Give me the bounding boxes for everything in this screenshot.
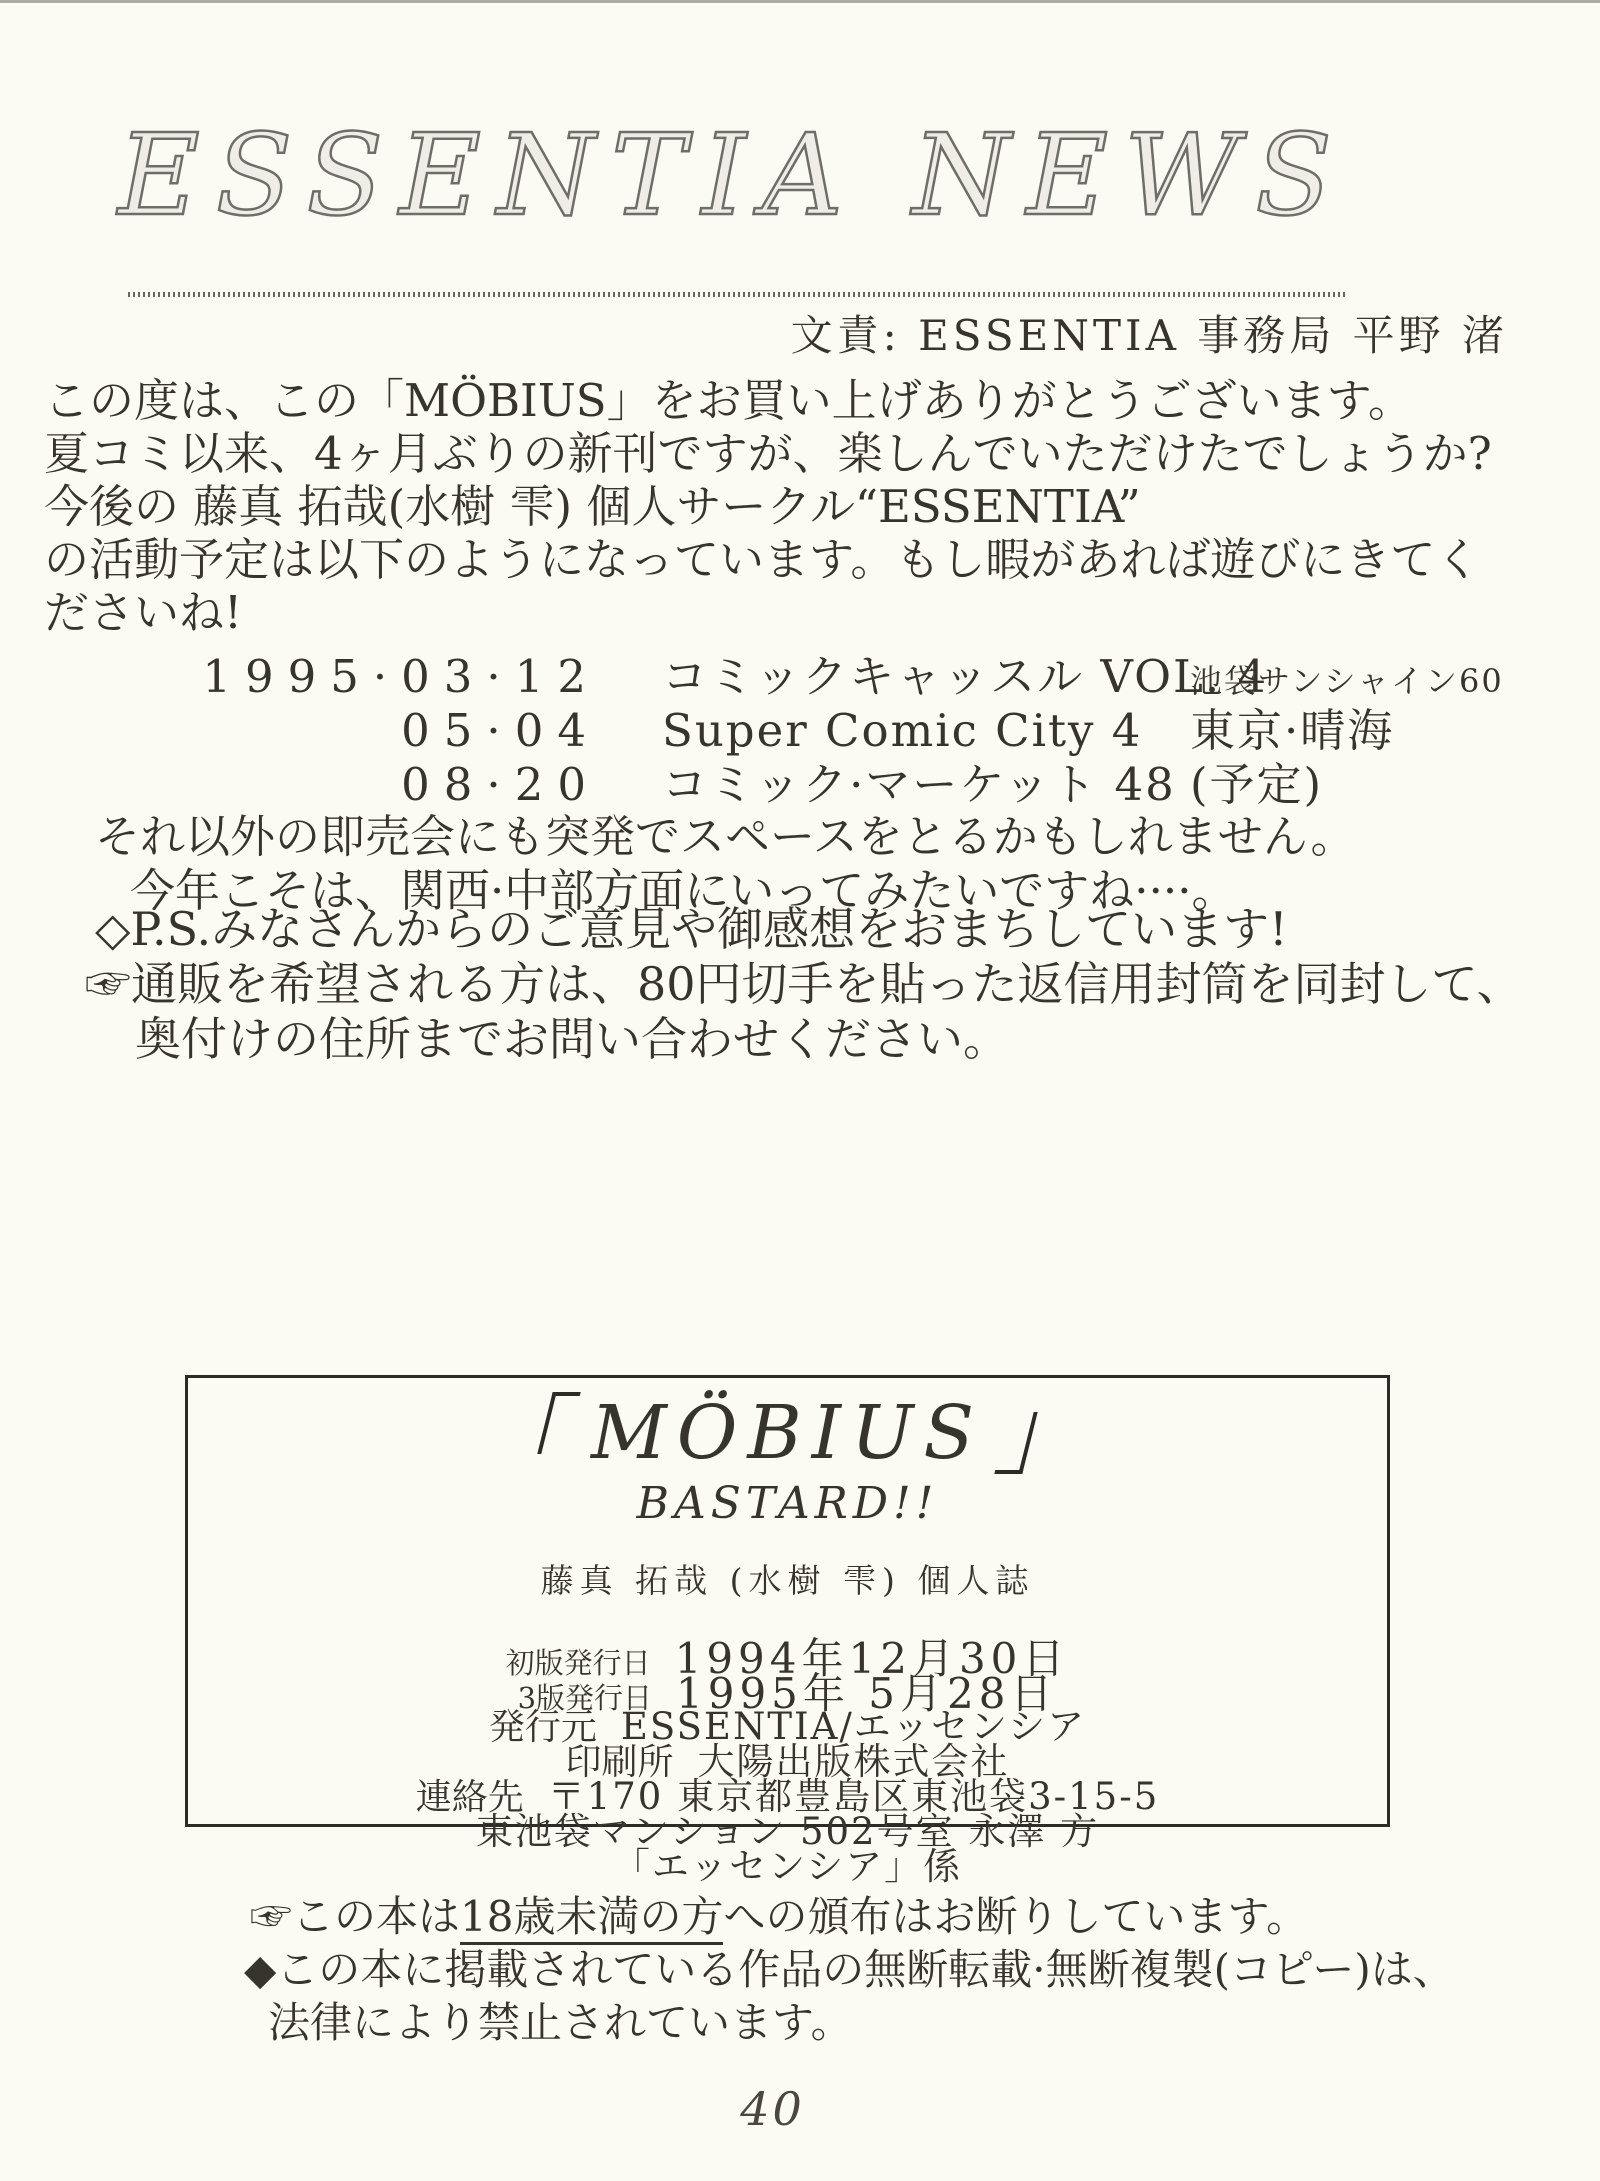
event-name: コミックキャッスル VOL. 4: [662, 650, 1269, 703]
copyright-notice: 法律により禁止されています。: [268, 1998, 853, 2047]
byline: 文責: ESSENTIA 事務局 平野 渚: [790, 311, 1508, 360]
schedule-row: [0, 640, 1600, 703]
colophon-label: 連絡先: [415, 1777, 524, 1818]
colophon-value: 「エッセンシア」係: [612, 1845, 963, 1888]
colophon-row: [188, 1696, 1387, 1748]
intro-line: ださいね!: [44, 586, 243, 639]
colophon-row: [188, 1661, 1387, 1718]
notice-prefix: ☞この本は: [250, 1892, 461, 1941]
colophon-value: 1994年12月30日: [674, 1634, 1070, 1683]
event-date: 1995·03·12: [202, 650, 600, 703]
colophon-value: 大陽出版株式会社: [697, 1740, 1010, 1783]
intro-line: の活動予定は以下のようになっています。もし暇があれば遊びにきてく: [44, 533, 1481, 586]
colophon-label: 3版発行日: [517, 1681, 653, 1715]
schedule-footnote: それ以外の即売会にも突発でスペースをとるかもしれません。: [95, 810, 1356, 863]
page-title-word-news: NEWS: [912, 111, 1348, 241]
intro-line: 今後の 藤真 拓哉(水樹 雫) 個人サークル“ESSENTIA”: [44, 480, 1141, 533]
age-restriction-underlined: 18歳未満の方: [460, 1892, 723, 1945]
schedule-footnote: 今年こそは、関西·中部方面にいってみたいですね····。: [130, 864, 1237, 917]
event-venue: 池袋サンシャイン60: [1190, 662, 1504, 700]
colophon-value: 東池袋マンション 502号室 永澤 方: [475, 1810, 1100, 1853]
colophon-label: 印刷所: [565, 1742, 674, 1783]
legal-notices: [0, 1890, 1600, 2049]
colophon-details: [188, 1626, 1387, 1888]
colophon-row: [188, 1801, 1387, 1853]
page-title-word-essentia: ESSENTIA: [118, 111, 859, 241]
corner-bracket-open-icon: [537, 1392, 580, 1454]
intro-line: この度は、この「MÖBIUS」をお買い上げありがとうございます。: [44, 374, 1413, 427]
colophon-label: 初版発行日: [505, 1646, 651, 1680]
age-restriction-notice: [0, 1890, 1600, 1943]
event-schedule: [0, 640, 1600, 811]
colophon-row: [188, 1766, 1387, 1818]
event-name: コミック·マーケット 48: [662, 758, 1176, 811]
colophon-value: 1995年 5月28日: [676, 1669, 1058, 1718]
book-subtitle: BASTARD!!: [636, 1478, 939, 1529]
event-venue: (予定): [1190, 758, 1324, 811]
event-date: 05·04: [401, 704, 600, 757]
intro-paragraph: [44, 374, 1564, 639]
colophon-row: [188, 1626, 1387, 1683]
event-date: 08·20: [401, 758, 600, 811]
event-venue: 東京·晴海: [1190, 704, 1395, 757]
book-title-row: [188, 1390, 1387, 1476]
colophon-row: [188, 1731, 1387, 1783]
colophon-box: [185, 1375, 1390, 1888]
mail-order-line: 奥付けの住所までお問い合わせください。: [135, 1012, 1009, 1066]
copyright-notice: ◆この本に掲載されている作品の無断転載·無断複製(コピー)は、: [244, 1945, 1455, 1994]
intro-line: 夏コミ以来、4ヶ月ぶりの新刊ですが、楽しんでいただけたでしょうか?: [44, 427, 1492, 480]
mail-order-line: ☞通販を希望される方は、80円切手を貼った返信用封筒を同封して、: [85, 957, 1523, 1011]
postscript-line: ◇P.S.みなさんからのご意見や御感想をおまちしています!: [95, 902, 1288, 956]
colophon-value: ESSENTIA/エッセンシア: [620, 1705, 1087, 1748]
page-number: 40: [740, 2082, 805, 2136]
book-title: MÖBIUS: [590, 1390, 985, 1476]
page-title: [118, 111, 1348, 241]
title-divider-rule: [128, 292, 1346, 297]
notice-suffix: への頒布はお断りしています。: [723, 1892, 1309, 1941]
colophon-label: 発行元: [488, 1707, 597, 1748]
event-name: Super Comic City 4: [662, 704, 1143, 757]
colophon-row: [188, 1836, 1387, 1888]
author-line: 藤真 拓哉 (水樹 雫) 個人誌: [540, 1561, 1035, 1600]
colophon-value: 〒170 東京都豊島区東池袋3-15-5: [547, 1775, 1160, 1818]
corner-bracket-close-icon: [994, 1412, 1037, 1474]
postscript-block: [0, 902, 1600, 1067]
scan-artifact-line: [0, 0, 1600, 3]
